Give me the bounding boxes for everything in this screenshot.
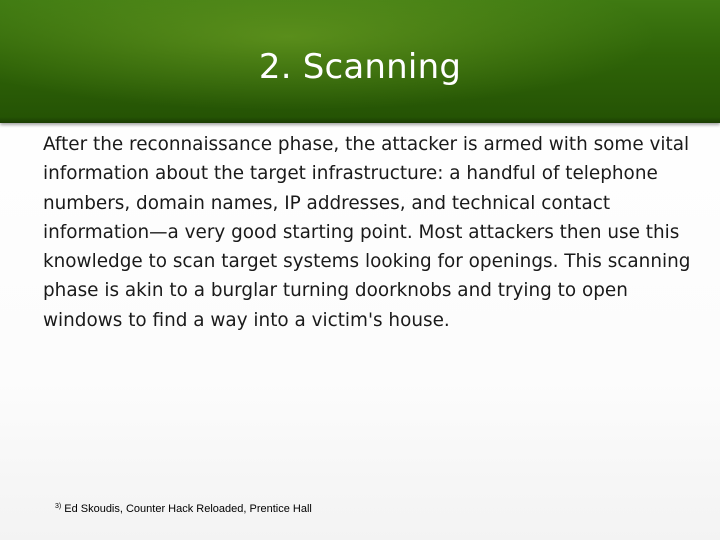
footnote-text: Ed Skoudis, Counter Hack Reloaded, Prentice Hall (64, 503, 312, 515)
footnote-marker: 3) (55, 503, 62, 510)
body-paragraph: After the reconnaissance phase, the attacker is armed with some vital information about the target infrastructure: a handful of telephone numbers, domain names, IP addresses, and technical contact information—a very good starting point. Most attackers then use this knowledge to scan target systems looking for openings. This scanning phase is akin to a burglar turning doorknobs and trying to open windows to find a way into a victim's house. (43, 134, 691, 331)
slide-title: 2. Scanning (258, 47, 462, 87)
footnote (55, 500, 312, 516)
title-bar (0, 0, 720, 123)
